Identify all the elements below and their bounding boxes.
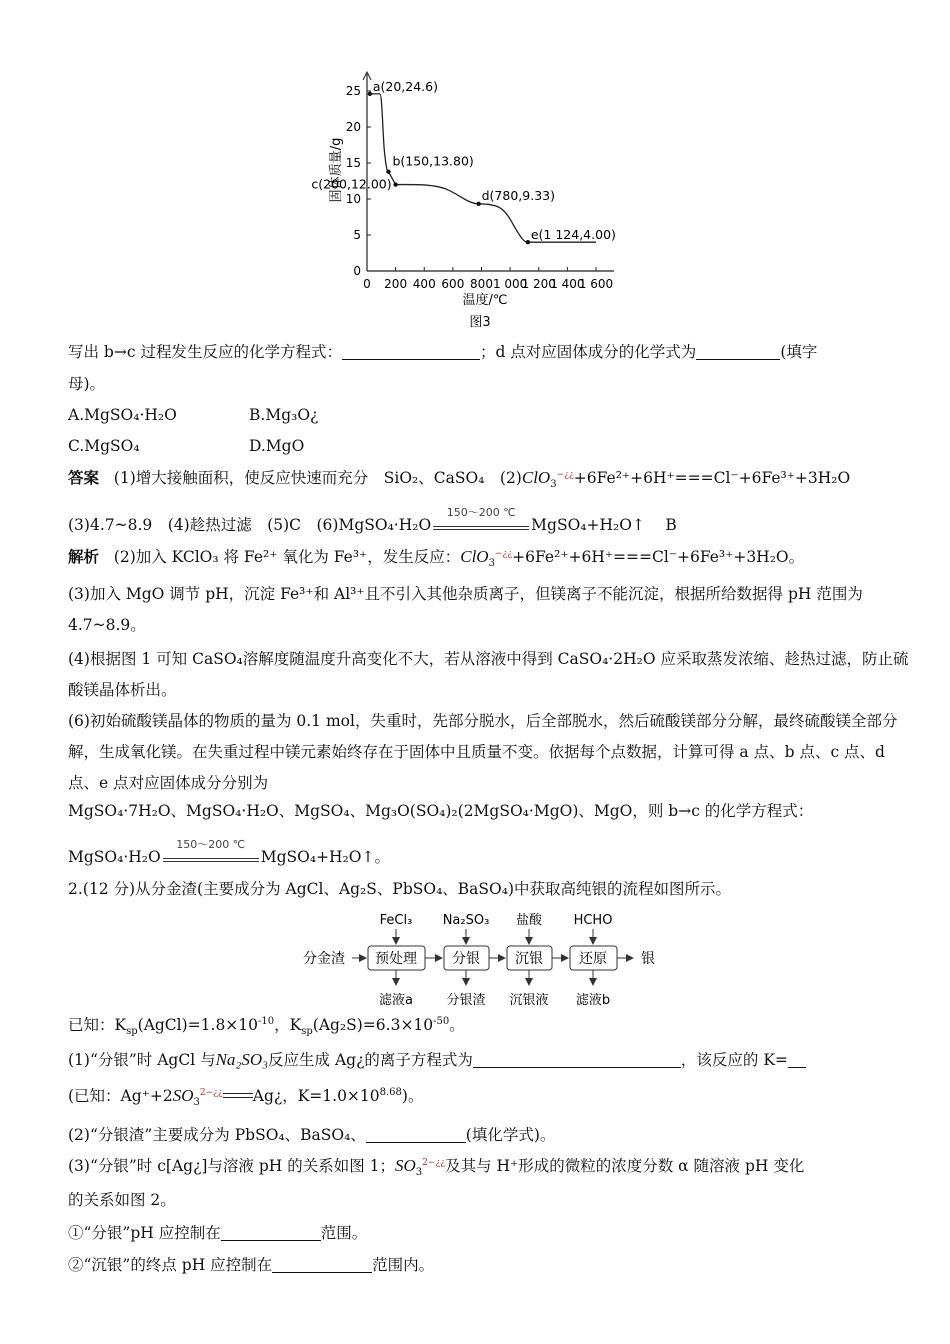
data-point xyxy=(386,169,390,173)
flow-byproduct-residue: 分银渣 xyxy=(446,993,486,1008)
flow-reagent-hcl: 盐酸 xyxy=(515,913,543,928)
s1-note-a: (已知：Ag⁺+2 xyxy=(68,1087,173,1105)
x-tick-label: 1 600 xyxy=(578,277,614,291)
option-d[interactable]: D.MgO xyxy=(249,437,305,455)
data-point xyxy=(393,182,397,186)
sulfite-formula-2: SO xyxy=(395,1156,416,1175)
data-point xyxy=(368,92,372,96)
known-ag2s: (Ag₂S)=6.3×10 xyxy=(312,1016,434,1034)
answer-blank-residue[interactable] xyxy=(366,1126,466,1143)
answer-label: 答案 xyxy=(68,468,100,487)
q1-text-b: ；d 点对应固体成分的化学式为 xyxy=(479,343,697,361)
s1-text-c: ，该反应的 K= xyxy=(680,1051,788,1069)
analysis-p3: (3)加入 MgO 调节 pH，沉淀 Fe³⁺和 Al³⁺且不引入其他杂质离子，但镁离子不能沉淀，根据所给数据得 pH 范围为 4.7~8.9。 xyxy=(68,585,863,634)
s1-text-a: (1)“分银”时 AgCl 与 xyxy=(68,1051,216,1069)
ksp-sub-2: sp xyxy=(301,1026,313,1038)
flow-output: 银 xyxy=(641,951,655,967)
s1-note-b: Ag¿，K=1.0×10 xyxy=(252,1087,380,1105)
flow-byproduct-a: 滤液a xyxy=(379,993,413,1008)
equation-reactant: MgSO₄·H₂O xyxy=(68,848,161,866)
x-tick-label: 400 xyxy=(412,277,436,291)
equation-products: MgSO₄+H₂O↑。 xyxy=(260,848,390,866)
analysis-line1: 解析 (2)加入 KClO₃ 将 Fe²⁺ 氧化为 Fe³⁺，发生反应：ClO$_3$−¿¿+6Fe²⁺+6H⁺===Cl⁻+6Fe³⁺+3H₂O。 xyxy=(68,547,805,570)
q2-control2 xyxy=(68,1254,910,1276)
x-tick-label: 1 400 xyxy=(550,277,585,291)
x-tick-label: 1 200 xyxy=(521,277,556,291)
analysis-p2b: +6Fe²⁺+6H⁺===Cl⁻+6Fe³⁺+3H₂O。 xyxy=(512,548,805,566)
c2-text-a: ②“沉银”的终点 pH 应控制在 xyxy=(68,1256,273,1274)
analysis-p4: (4)根据图 1 可知 CaSO₄溶解度随温度升高变化不大，若从溶液中得到 CaSO₄·2H₂O 应采取蒸发浓缩、趁热过滤，防止硫酸镁晶体析出。 xyxy=(68,650,909,699)
y-tick-label: 10 xyxy=(345,192,361,206)
analysis-p6: (6)初始硫酸镁晶体的物质的量为 0.1 mol，失重时，先部分脱水，后全部脱水，然后硫酸镁部分分解，最终硫酸镁全部分解，生成氧化镁。在失重过程中镁元素始终存在于固体中且质量不变。依据每个点数据，计算可得 a 点、b 点、c 点、d 点、e 点对应固体成分分别为 xyxy=(68,712,898,792)
q1-line1 xyxy=(68,341,910,363)
point-label: c(200,12.00) xyxy=(311,176,392,192)
flow-reagent-hcho: HCHO xyxy=(573,913,613,928)
chart-ylabel: 固体质量/g xyxy=(329,137,344,203)
q2-sub3-cont: 的关系如图 2。 xyxy=(68,1191,176,1209)
option-b[interactable]: B.Mg₃O¿ xyxy=(249,406,319,424)
s3-text-a: (3)“分银”时 c[Ag¿]与溶液 pH 的关系如图 1； xyxy=(68,1157,396,1175)
flow-reagent-na2so3: Na₂SO₃ xyxy=(442,913,490,928)
known-end: 。 xyxy=(449,1016,465,1034)
q2-sub2 xyxy=(68,1124,910,1146)
answer-blank-end-ph[interactable] xyxy=(272,1256,372,1273)
answer-line1: 答案 (1)增大接触面积，使反应快速而充分 SiO₂、CaSO₄ (2)ClO$_3$−¿¿+6Fe²⁺+6H⁺===Cl⁻+6Fe³⁺+3H₂O xyxy=(68,468,851,491)
y-tick-label: 15 xyxy=(345,156,361,170)
exp-1: -10 xyxy=(258,1015,275,1027)
x-tick-label: 800 xyxy=(470,277,493,291)
point-label: d(780,9.33) xyxy=(481,187,555,203)
answer-part3: (3)4.7~8.9 (4)趁热过滤 (5)C (6)MgSO₄·H₂O xyxy=(68,516,432,534)
flow-step-reduce: 还原 xyxy=(579,951,607,967)
chart-caption: 图3 xyxy=(469,315,491,330)
known-agcl: (AgCl)=1.8×10 xyxy=(137,1016,259,1034)
known-sep: ，K xyxy=(274,1016,302,1034)
s1-text-b: 反应生成 Ag¿的离子方程式为 xyxy=(268,1051,473,1069)
sodium-sulfite-formula: Na₂SO₃ xyxy=(215,1050,269,1069)
reaction-condition-arrow xyxy=(433,506,529,536)
s2-text-b: (填化学式)。 xyxy=(465,1126,556,1144)
analysis-equation xyxy=(68,838,910,868)
flow-byproduct-b: 滤液b xyxy=(575,993,611,1008)
q1-text-a: 写出 b→c 过程发生反应的化学方程式： xyxy=(68,343,342,361)
chart-xlabel: 温度/℃ xyxy=(462,293,508,308)
x-tick-label: 1 000 xyxy=(492,277,528,291)
reaction-condition-2: 150～200 ℃ xyxy=(176,838,246,851)
analysis-p2a: (2)加入 KClO₃ 将 Fe²⁺ 氧化为 Fe³⁺，发生反应： xyxy=(113,548,461,566)
flow-byproduct-liquid: 沉银液 xyxy=(509,993,549,1008)
q2-sub1 xyxy=(68,1049,910,1071)
option-c[interactable]: C.MgSO₄ xyxy=(68,437,140,455)
q1-line2: 母)。 xyxy=(68,375,106,393)
flow-step-pretreat: 预处理 xyxy=(375,951,417,967)
answer-part1: (1)增大接触面积，使反应快速而充分 SiO₂、CaSO₄ (2) xyxy=(113,469,522,487)
q2-sub1-note: (已知：$Ag^++2SO_3^{2-¿¿}$ Ag¿，$K=1.0\times 10^{8.68}$)。 xyxy=(68,1086,424,1109)
x-tick-label: 0 xyxy=(363,277,371,291)
c1-text-a: ①“分银”pH 应控制在 xyxy=(68,1224,221,1242)
c2-text-b: 范围内。 xyxy=(372,1256,435,1274)
y-tick-label: 25 xyxy=(345,84,361,98)
flow-step-separate: 分银 xyxy=(452,951,480,967)
q2-sub3: (3)“分银”时 c[Ag¿]与溶液 pH 的关系如图 1；$SO_3^{2-¿¿}$及其与 H⁺形成的微粒的浓度分数 α 随溶液 pH 变化 xyxy=(68,1156,805,1179)
answer-blank-equation[interactable] xyxy=(342,343,480,360)
reaction-condition: 150～200 ℃ xyxy=(446,506,516,519)
answer-part2: +6Fe²⁺+6H⁺===Cl⁻+6Fe³⁺+3H₂O xyxy=(573,469,851,487)
s3-text-b: 及其与 H⁺形成的微粒的浓度分数 α 随溶液 pH 变化 xyxy=(445,1157,805,1175)
flow-input: 分金渣 xyxy=(303,951,345,967)
chlorate-formula-2: ClO xyxy=(460,547,489,566)
answer-blank-ionic-equation[interactable] xyxy=(473,1051,681,1068)
option-a[interactable]: A.MgSO₄·H₂O xyxy=(68,406,177,424)
equilibrium-arrow xyxy=(223,1091,253,1103)
q2-control1 xyxy=(68,1222,910,1244)
answer-line2 xyxy=(68,506,910,536)
answer-blank-d[interactable] xyxy=(696,343,780,360)
q1-options-row2 xyxy=(68,435,910,457)
data-point xyxy=(526,240,530,244)
data-point xyxy=(476,202,480,206)
point-label: b(150,13.80) xyxy=(392,153,474,169)
sulfite-formula: SO xyxy=(172,1086,194,1105)
ksp-sub-1: sp xyxy=(126,1026,138,1038)
q1-options-row1 xyxy=(68,404,910,426)
exp-2: -50 xyxy=(433,1015,450,1027)
answer-blank-ph-range[interactable] xyxy=(221,1224,321,1241)
figure3-chart xyxy=(0,0,950,340)
known-prefix: 已知：K xyxy=(68,1016,127,1034)
analysis-label: 解析 xyxy=(68,547,100,566)
y-tick-label: 20 xyxy=(345,120,361,134)
reaction-condition-arrow-2 xyxy=(163,838,259,868)
y-tick-label: 5 xyxy=(353,228,361,242)
q1-text-c: (填字 xyxy=(780,343,818,361)
chlorate-formula: ClO xyxy=(521,468,551,487)
exp-3: 8.68 xyxy=(379,1086,402,1098)
point-label: a(20,24.6) xyxy=(372,78,438,94)
x-tick-label: 600 xyxy=(441,277,465,291)
point-label: e(1 124,4.00) xyxy=(530,227,616,243)
analysis-p6b: MgSO₄·7H₂O、MgSO₄·H₂O、MgSO₄、Mg₃O(SO₄)₂(2MgSO₄·MgO)、MgO，则 b→c 的化学方程式： xyxy=(68,802,814,820)
answer-blank-k[interactable] xyxy=(788,1051,806,1068)
flow-reagent-fecl3: FeCl₃ xyxy=(379,913,413,928)
c1-text-b: 范围。 xyxy=(320,1224,368,1242)
q2-known xyxy=(68,1014,910,1036)
s1-note-c: )。 xyxy=(401,1087,424,1105)
x-tick-label: 200 xyxy=(384,277,408,291)
y-tick-label: 0 xyxy=(353,264,361,278)
flow-step-precipitate: 沉银 xyxy=(515,951,543,967)
q2-intro: 2.(12 分)从分金渣(主要成分为 AgCl、Ag₂S、PbSO₄、BaSO₄)中获取高纯银的流程如图所示。 xyxy=(68,880,731,898)
s2-text-a: (2)“分银渣”主要成分为 PbSO₄、BaSO₄、 xyxy=(68,1126,366,1144)
answer-part4: MgSO₄+H₂O↑ B xyxy=(531,516,677,534)
